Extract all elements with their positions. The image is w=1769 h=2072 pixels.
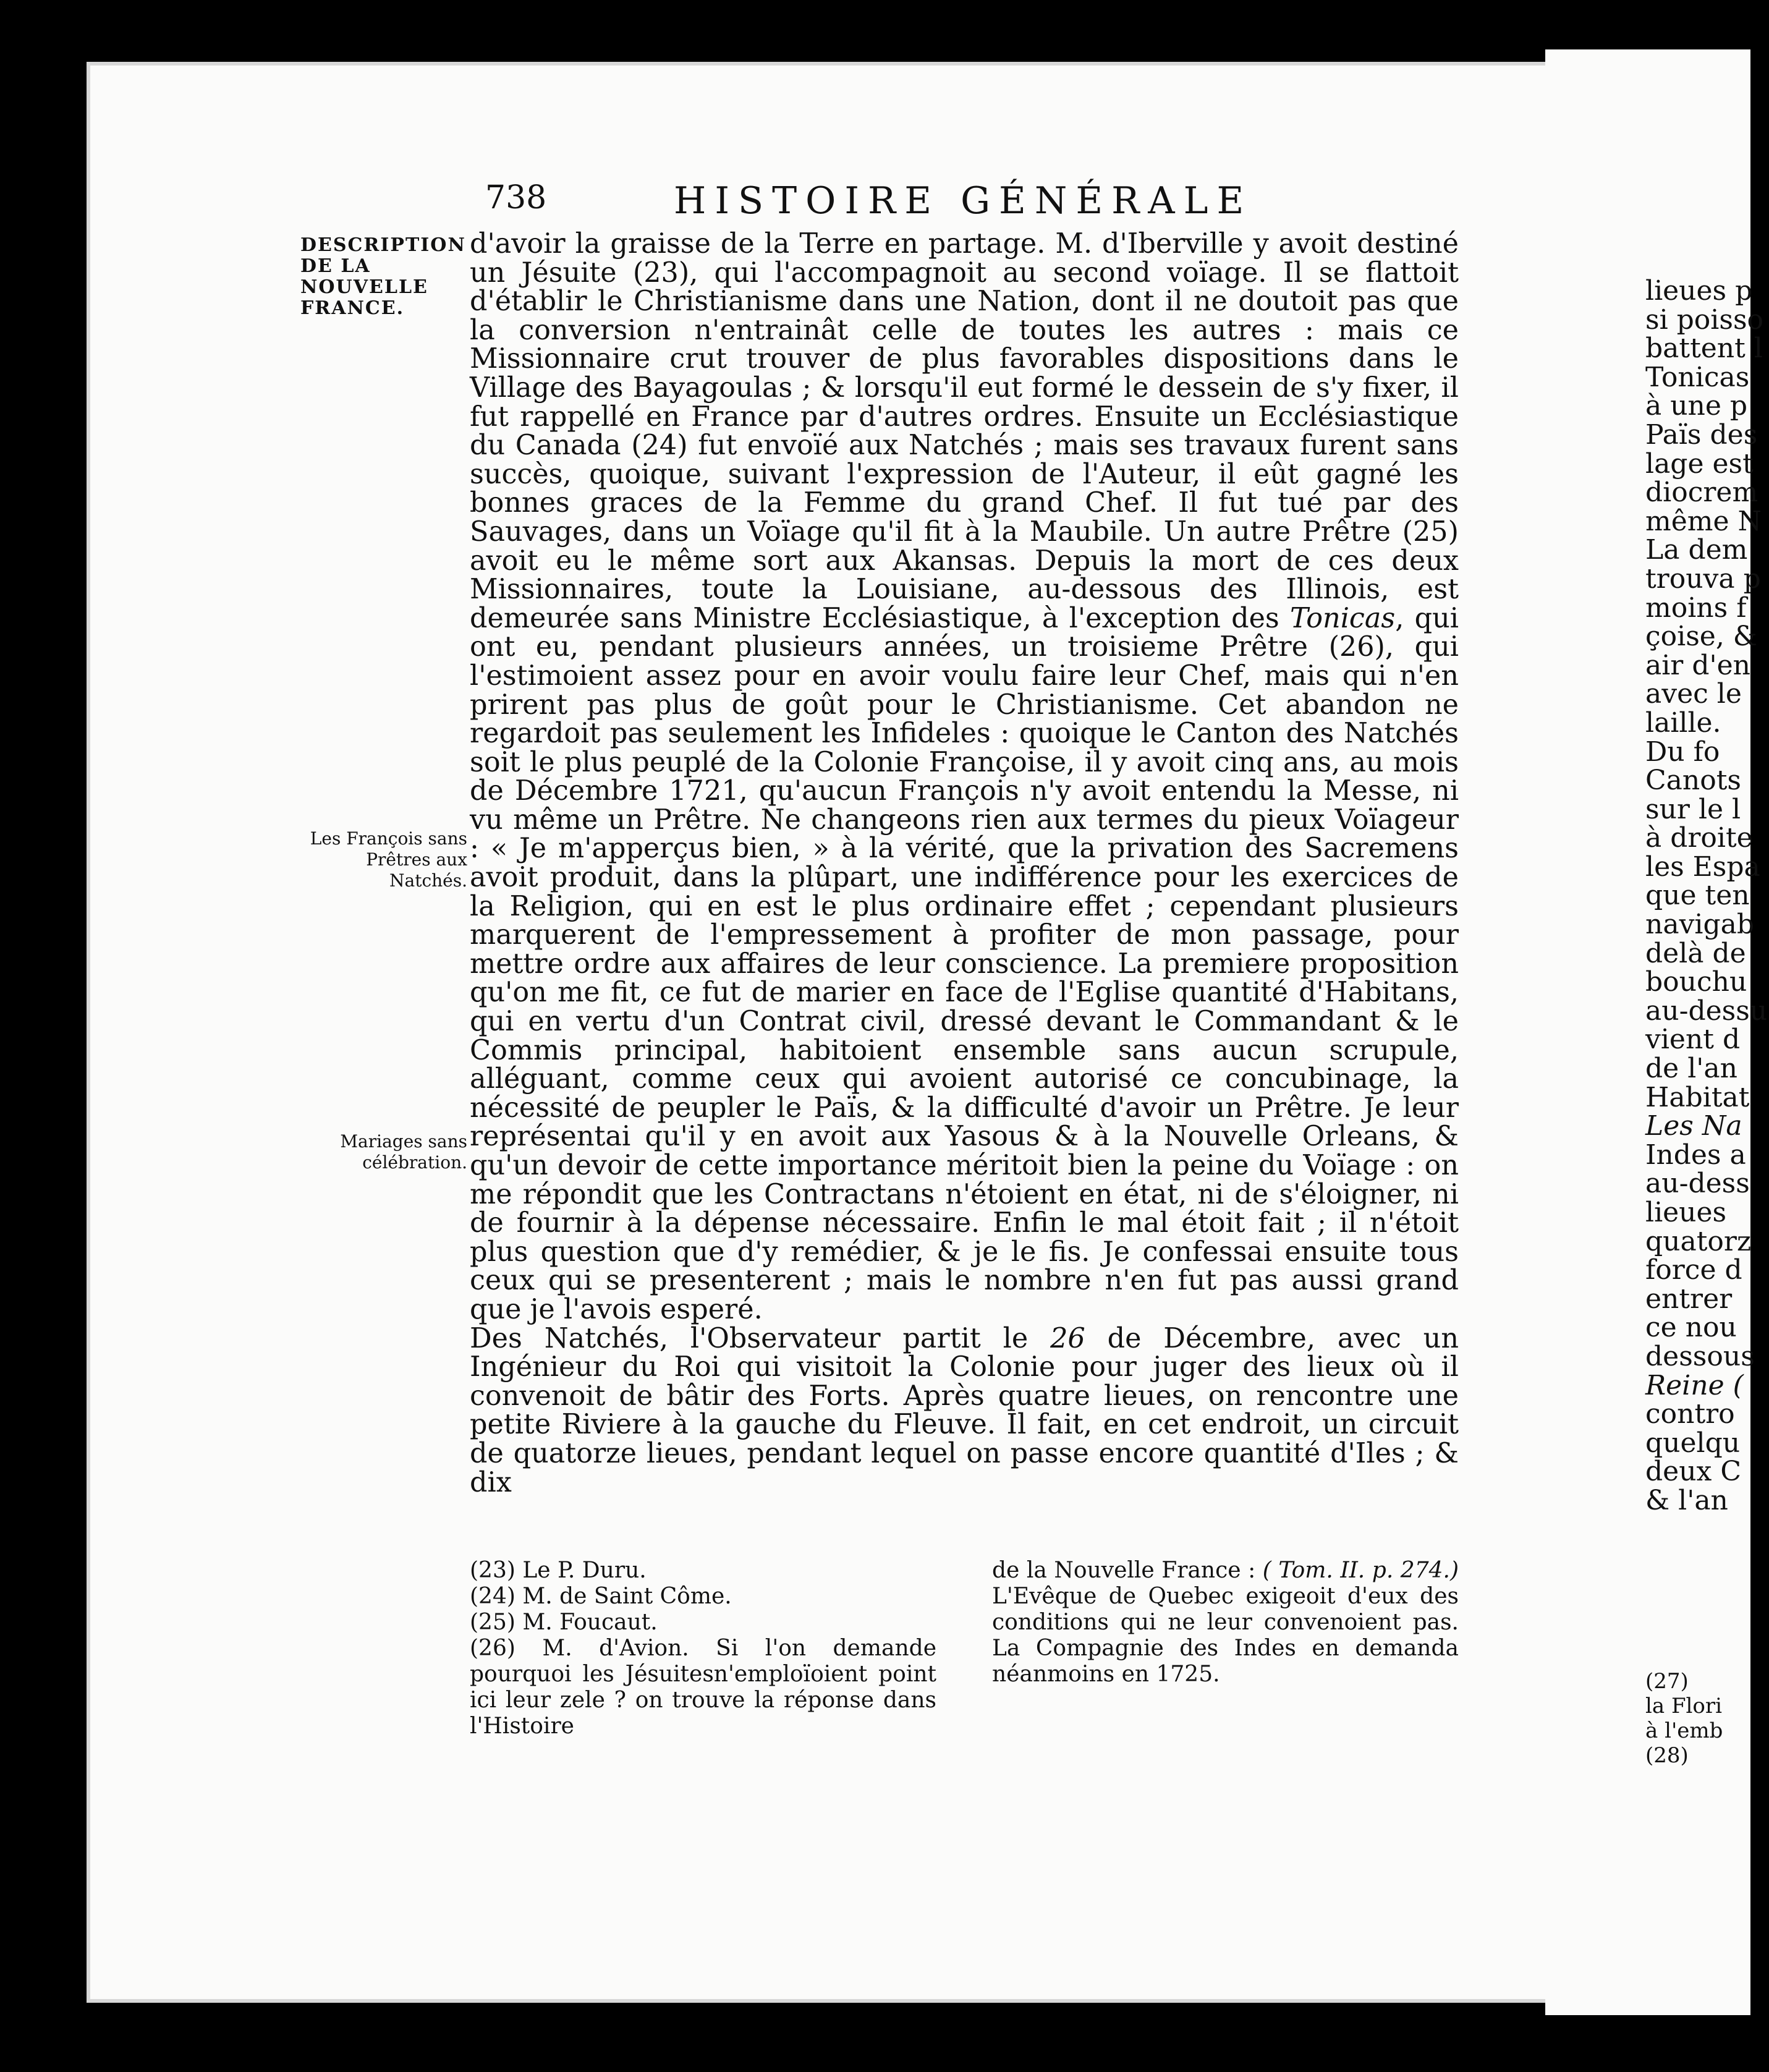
running-header — [470, 179, 1483, 223]
facing-line: contro — [1645, 1398, 1735, 1430]
facing-line: La dem — [1645, 534, 1748, 566]
facing-line: Les Na — [1645, 1110, 1742, 1142]
facing-note: à l'emb — [1645, 1718, 1723, 1743]
paragraph-2-date: 26 — [1050, 1322, 1085, 1354]
quoted-passage: « Je m'apperçus bien, » à la vérité, que la privation des Sacremens avoit produit, dans la plûpart, une indifférence pour les exercices de la Religion, qui en est le plus ordinaire effet ; cependant plusieurs marquerent de l'empressement à profiter de mon passage, pour mettre ordre aux affaires de leur conscience. La premiere proposition qu'on me fit, ce fut de marier en face de l'Eglise quantité d'Habitans, qui en vertu d'un Contrat civil, dressé devant le Commandant & le Commis principal, habitoient ensemble sans aucun scrupule, alléguant, comme ceux qui avoient autorisé ce concubinage, la nécessité de peupler le Païs, & la difficulté d'avoir un Prêtre. Je leur représentai qu'il y en avoit aux Yasous & à la Nouvelle Orleans, & qu'un devoir de cette importance méritoit bien la peine du Voïage : on me répondit que les Contractans n'étoient en état, ni de s'éloigner, ni de fournir à la dépense nécessaire. Enfin le mal étoit fait ; il n'étoit plus question que d'y remédier, & je le fis. Je confessai ensuite tous ceux qui se presenterent ; mais le nombre n'en fut pas aussi grand que je l'avois esperé. — [470, 833, 1459, 1325]
page-title: HISTOIRE GÉNÉRALE — [674, 179, 1253, 223]
footnote-26-cont — [992, 1558, 1459, 1688]
facing-line: battent l — [1645, 333, 1763, 365]
margin-note-priests: Les François sans Prêtres aux Natchés. — [310, 828, 467, 891]
facing-line: quelqu — [1645, 1427, 1741, 1459]
facing-line: lieues p — [1645, 275, 1753, 307]
paragraph-2-start: Des Natchés, l'Observateur partit le — [470, 1322, 1029, 1354]
paragraph-1-text: d'avoir la graisse de la Terre en partage. M. d'Iberville y avoit destiné un Jésuite (23), qui l'accompagnoit au second voïage. Il se flattoit d'établir le Christianisme dans une Nation, dont il ne doutoit pas que la conversion n'entrainât celle de toutes les autres : mais ce Missionnaire crut trouver de plus favorables dispositions dans le Village des Bayagoulas ; & lorsqu'il eut formé le dessein de s'y fixer, il fut rappellé en France par d'autres ordres. Ensuite un Ecclésiastique du Canada (24) fut envoïé aux Natchés ; mais ses travaux furent sans succès, quoique, suivant l'expression de l'Auteur, il eût gagné les bonnes graces de la Femme du grand Chef. Il fut tué par des Sauvages, dans un Voïage qu'il fit à la Maubile. Un autre Prêtre (25) avoit eu le même sort aux Akansas. Depuis la mort de ces deux Missionnaires, toute la Louisiane, au-dessous des Illinois, est demeurée sans Ministre Ecclésiastique, à l'exception des — [470, 228, 1459, 634]
right-page-edge — [1545, 49, 1768, 2015]
footnote-26-cont-a: de la Nouvelle France : — [992, 1558, 1256, 1583]
facing-line: çoise, & — [1645, 621, 1757, 653]
facing-page-text — [1645, 277, 1769, 1516]
facing-line: trouva p — [1645, 563, 1761, 595]
facing-line: Reine ( — [1645, 1369, 1744, 1401]
paragraph-2-rest: de Décembre, avec un Ingénieur du Roi qui visitoit la Colonie pour juger des lieux où il convenoit de bâtir des Forts. Après quatre lieues, on rencontre une petite Riviere à la gauche du Fleuve. Il fait, en cet endroit, un circuit de quatorze lieues, pendant lequel on passe encore quantité d'Iles ; & dix — [470, 1322, 1459, 1498]
facing-line: vient d — [1645, 1024, 1741, 1056]
facing-line: même N — [1645, 505, 1762, 537]
facing-line: moins f — [1645, 592, 1747, 624]
main-text — [470, 230, 1459, 1497]
paragraph-2 — [470, 1322, 1459, 1498]
margin-section-title: DESCRIPTION DE LA NOUVELLE FRANCE. — [300, 234, 466, 319]
facing-line: les Espa — [1645, 851, 1760, 883]
footnote-26: (26) M. d'Avion. Si l'on demande pourquoi les Jésuitesn'emploïoient point ici leur zele ? on trouve la réponse dans l'Histoire — [470, 1636, 936, 1739]
page-number: 738 — [485, 179, 547, 216]
facing-line: quatorz — [1645, 1225, 1752, 1257]
facing-line: à une p — [1645, 390, 1748, 422]
footnote-26-cont-b: L'Evêque de Quebec exigeoit d'eux des conditions qui ne leur convenoient pas. La Compagnie des Indes en demanda néanmoins en 1725. — [992, 1584, 1459, 1687]
facing-line: diocrem — [1645, 477, 1758, 509]
footnote-24: (24) M. de Saint Côme. — [470, 1584, 732, 1609]
facing-line: & l'an — [1645, 1484, 1728, 1516]
paragraph-1 — [470, 230, 1459, 1325]
facing-line: Du fo — [1645, 736, 1720, 768]
facing-line: deux C — [1645, 1456, 1742, 1488]
facing-line: entrer — [1645, 1283, 1733, 1315]
facing-line: Tonicas — [1645, 361, 1750, 393]
facing-note: la Flori — [1645, 1694, 1723, 1718]
facing-note: (27) — [1645, 1669, 1689, 1694]
facing-line: de l'an — [1645, 1053, 1737, 1085]
facing-line: ce nou — [1645, 1312, 1737, 1344]
facing-line: lieues — [1645, 1197, 1727, 1228]
paragraph-1-cont: , qui ont eu, pendant plusieurs années, un troisieme Prêtre (26), qui l'estimoient assez pour en avoir voulu faire leur Chef, mais qui n'en prirent pas plus de goût pour le Christianisme. Cet abandon ne regardoit pas seulement les Infideles : quoique le Canton des Natchés soit le plus peuplé de la Colonie Françoise, il y avoit cinq ans, au mois de Décembre 1721, qu'aucun François n'y avoit entendu la Messe, ni vu même un Prêtre. Ne changeons rien aux termes du pieux Voïageur : — [470, 602, 1459, 865]
facing-line: dessous — [1645, 1340, 1755, 1372]
facing-line: à droite — [1645, 822, 1753, 854]
facing-line: navigab — [1645, 909, 1755, 941]
facing-line: au-dessu — [1645, 995, 1768, 1027]
facing-note: (28) — [1645, 1743, 1689, 1768]
margin-note-marriages: Mariages sans célébration. — [340, 1131, 467, 1173]
facing-line: sur le l — [1645, 793, 1741, 825]
facing-line: bouchu — [1645, 966, 1747, 998]
facing-line: avec le — [1645, 678, 1742, 710]
facing-line: air d'en — [1645, 649, 1750, 681]
facing-line: Habitat — [1645, 1081, 1750, 1113]
facing-line: delà de — [1645, 937, 1746, 969]
facing-page-notes — [1645, 1669, 1769, 1768]
facing-line: force d — [1645, 1254, 1742, 1286]
footnotes-right — [992, 1558, 1459, 1739]
tonicas-italic: Tonicas — [1290, 602, 1396, 634]
footnote-25: (25) M. Foucaut. — [470, 1610, 658, 1635]
footnotes-left — [470, 1558, 936, 1739]
facing-line: que ten — [1645, 880, 1750, 912]
facing-line: si poisso — [1645, 304, 1764, 336]
footnotes — [470, 1558, 1459, 1739]
footnote-26-ref: ( Tom. II. p. 274.) — [1262, 1558, 1459, 1583]
facing-line: laille. — [1645, 707, 1721, 739]
facing-line: Indes a — [1645, 1139, 1746, 1171]
facing-line: lage est — [1645, 448, 1754, 480]
facing-line: Canots — [1645, 765, 1741, 797]
facing-line: Païs des — [1645, 418, 1758, 451]
facing-line: au-dess — [1645, 1168, 1750, 1200]
footnote-23: (23) Le P. Duru. — [470, 1558, 647, 1583]
